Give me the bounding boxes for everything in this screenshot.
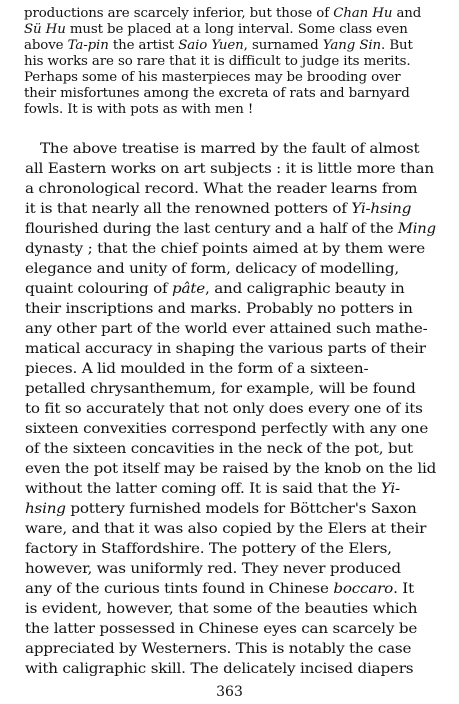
text-line: matical accuracy in shaping the various parts of their — [25, 341, 426, 357]
italic-term: Yi- — [380, 481, 400, 497]
italic-term: Ming — [397, 221, 436, 237]
italic-term: Yang Sin — [322, 37, 382, 52]
text-line: is evident, however, that some of the beauties which — [25, 601, 418, 617]
text-line: their misfortunes among the excreta of rats and barnyard — [24, 85, 410, 100]
text-line: above Ta-pin the artist Saio Yuen, surnamed Yang Sin. But — [24, 37, 413, 52]
text-line: any of the curious tints found in Chinese boccaro. It — [25, 581, 414, 597]
text-line: his works are so rare that it is difficult to judge its merits. — [24, 53, 411, 68]
text-line: petalled chrysanthemum, for example, will be found — [25, 381, 416, 397]
text-line: quaint colouring of pâte, and caligraphic beauty in — [25, 281, 405, 297]
text-line: it is that nearly all the renowned potters of Yi-hsing — [25, 201, 412, 217]
page-number: 363 — [216, 684, 243, 700]
italic-term: pâte — [172, 281, 206, 297]
text-line: sixteen convexities correspond perfectly with any one — [25, 421, 429, 437]
text-line: fowls. It is with pots as with men ! — [24, 101, 254, 116]
text-line: all Eastern works on art subjects : it is little more than — [25, 161, 434, 177]
italic-term: Yi-hsing — [351, 201, 412, 217]
text-line: however, was uniformly red. They never produced — [25, 561, 401, 577]
text-line: to fit so accurately that not only does every one of its — [25, 401, 423, 417]
italic-term: Chan Hu — [333, 5, 393, 20]
text-line: The above treatise is marred by the fault of almost — [40, 141, 420, 157]
text-line: factory in Staffordshire. The pottery of the Elers, — [25, 541, 392, 557]
text-line: Perhaps some of his masterpieces may be brooding over — [24, 69, 401, 84]
italic-term: boccaro — [333, 581, 394, 597]
italic-term: hsing — [25, 501, 66, 517]
text-line: productions are scarcely inferior, but those of Chan Hu and — [24, 5, 422, 20]
text-line: pieces. A lid moulded in the form of a sixteen- — [25, 361, 369, 377]
text-line: ware, and that it was also copied by the Elers at their — [25, 521, 427, 537]
text-line: the latter possessed in Chinese eyes can scarcely be — [25, 621, 418, 637]
text-line: of the sixteen concavities in the neck of the pot, but — [25, 441, 413, 457]
italic-term: Saio Yuen — [178, 37, 244, 52]
text-line: their inscriptions and marks. Probably no potters in — [25, 301, 413, 317]
text-line: even the pot itself may be raised by the knob on the lid — [25, 461, 437, 477]
text-line: hsing pottery furnished models for Böttcher's Saxon — [25, 501, 417, 517]
text-line: without the latter coming off. It is said that the Yi- — [25, 481, 400, 497]
italic-term: Ta-pin — [67, 37, 109, 52]
text-line: a chronological record. What the reader learns from — [25, 181, 418, 197]
text-line: flourished during the last century and a half of the Ming — [25, 221, 436, 237]
text-line: Sü Hu must be placed at a long interval. Some class even — [24, 21, 408, 36]
text-line: with caligraphic skill. The delicately incised diapers — [25, 661, 414, 677]
text-line: appreciated by Westerners. This is notably the case — [25, 641, 412, 657]
text-line: elegance and unity of form, delicacy of modelling, — [25, 261, 399, 277]
text-line: dynasty ; that the chief points aimed at by them were — [25, 241, 425, 257]
italic-term: Sü Hu — [24, 21, 66, 36]
text-line: any other part of the world ever attained such mathe- — [25, 321, 428, 337]
